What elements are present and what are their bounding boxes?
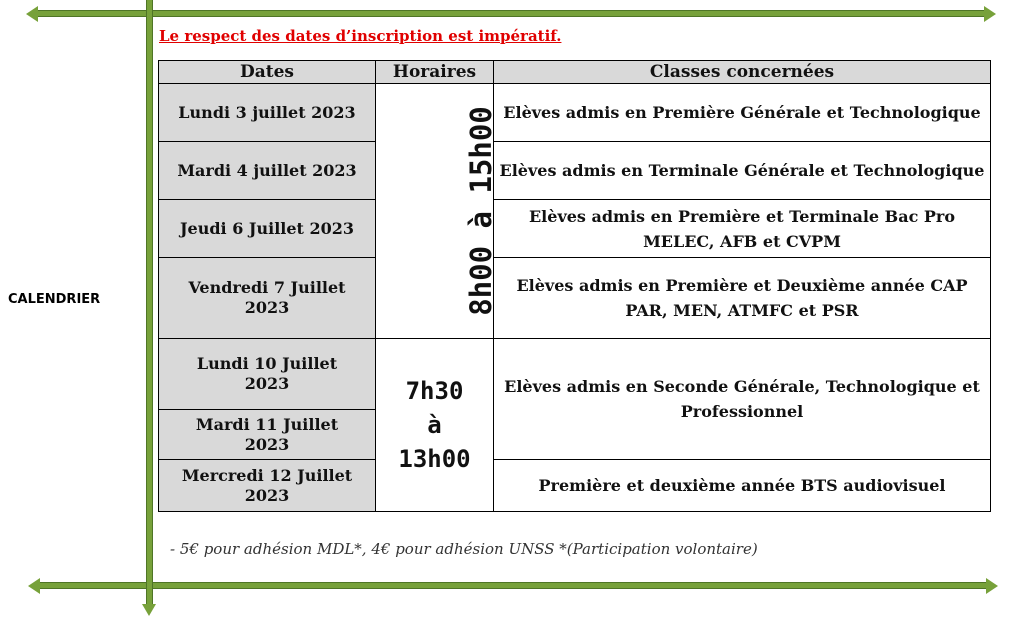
registration-calendar-table	[158, 60, 991, 512]
vertical-rule-down-arrow	[142, 604, 156, 616]
date-cell: Lundi 10 Juillet 2023	[159, 339, 376, 410]
header-hours: Horaires	[376, 61, 494, 84]
date-cell: Vendredi 7 Juillet 2023	[159, 258, 376, 339]
registration-notice: Le respect des dates d’inscription est impératif.	[159, 27, 562, 45]
table-row	[159, 200, 991, 258]
top-rule-left-arrow	[26, 6, 38, 22]
bottom-rule-left-arrow	[28, 578, 40, 594]
calendar-label: CALENDRIER	[8, 292, 101, 307]
bottom-rule	[38, 582, 988, 589]
table-row	[159, 258, 991, 339]
table-header-row	[159, 61, 991, 84]
date-cell: Mercredi 12 Juillet 2023	[159, 460, 376, 512]
top-rule	[36, 10, 986, 17]
header-dates: Dates	[159, 61, 376, 84]
bottom-rule-right-arrow	[986, 578, 998, 594]
hours-cell-block1	[376, 84, 498, 339]
classes-cell: Elèves admis en Première Générale et Technologique	[494, 84, 991, 142]
classes-cell: Elèves admis en Première et Terminale Bac Pro MELEC, AFB et CVPM	[494, 200, 991, 258]
classes-cell: Elèves admis en Seconde Générale, Technologique et Professionnel	[494, 339, 991, 460]
classes-cell: Elèves admis en Première et Deuxième année CAP PAR, MEN, ATMFC et PSR	[494, 258, 991, 339]
hours-block2-start: 7h30	[405, 377, 464, 405]
hours-block1-text: 8h00 à 15h00	[463, 106, 498, 316]
table-row	[159, 339, 991, 410]
hours-cell-block2	[376, 339, 494, 512]
hours-block2-separator: à	[427, 411, 442, 439]
date-cell: Mardi 11 Juillet 2023	[159, 410, 376, 460]
top-rule-right-arrow	[984, 6, 996, 22]
table-row	[159, 142, 991, 200]
table-row	[159, 84, 991, 142]
header-classes: Classes concernées	[494, 61, 991, 84]
date-cell: Mardi 4 juillet 2023	[159, 142, 376, 200]
fee-footnote: - 5€ pour adhésion MDL*, 4€ pour adhésion UNSS *(Participation volontaire)	[170, 540, 758, 558]
classes-cell: Première et deuxième année BTS audiovisuel	[494, 460, 991, 512]
date-cell: Jeudi 6 Juillet 2023	[159, 200, 376, 258]
date-cell: Lundi 3 juillet 2023	[159, 84, 376, 142]
vertical-rule	[146, 0, 153, 606]
table-row	[159, 460, 991, 512]
hours-block2-end: 13h00	[398, 445, 471, 473]
classes-cell: Elèves admis en Terminale Générale et Technologique	[494, 142, 991, 200]
